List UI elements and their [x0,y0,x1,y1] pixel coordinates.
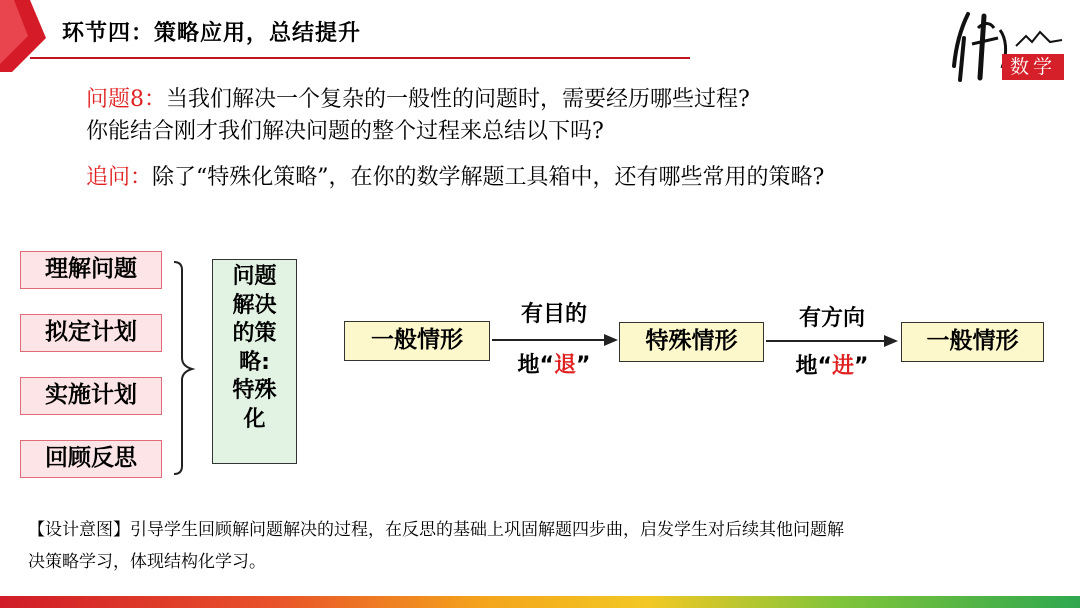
followup-line [86,160,824,191]
arrow1-bottom-red: 退 [553,353,576,378]
step-execute: 实施计划 [20,377,162,415]
flow-general-end: 一般情形 [901,322,1044,362]
footer-color-bar [0,596,1080,608]
step-reflect: 回顾反思 [20,440,162,478]
arrow1-top-label: 有目的 [520,302,587,327]
question-line-2: 你能结合刚才我们解决问题的整个过程来总结以下吗? [86,119,604,144]
question-line-1 [86,82,750,113]
logo-mountain-icon [1014,30,1064,50]
corner-decoration [0,0,60,80]
design-intent-line-1: 【设计意图】引导学生回顾解问题解决的过程，在反思的基础上巩固解题四步曲，启发学生对后续其他问题解 [28,520,844,540]
strategy-line: 解决 [232,292,277,318]
logo-badge: 数学 [1002,54,1064,80]
strategy-line: 略: [239,349,270,375]
arrow1-bottom-pre: 地“ [517,353,554,378]
strategy-line: 问题 [232,264,277,289]
followup-text: 除了“特殊化策略”，在你的数学解题工具箱中，还有哪些常用的策略? [152,165,825,190]
header-divider [30,57,690,59]
arrow1-bottom-label [490,348,618,379]
strategy-line: 的策 [232,321,277,346]
strategy-line: 化 [243,406,266,432]
arrow2-bottom-label [764,349,900,380]
strategy-line: 特殊 [232,378,277,403]
question-text-1: 当我们解决一个复杂的一般性的问题时，需要经历哪些过程? [166,87,750,112]
bracket-icon [170,258,200,480]
followup-label: 追问： [86,165,153,190]
step-plan: 拟定计划 [20,314,162,352]
design-intent-line-2: 决策略学习，体现结构化学习。 [28,552,266,572]
flow-general-start: 一般情形 [344,321,490,361]
arrow-right-icon [766,334,900,348]
arrow2-bottom-pre: 地“ [795,354,832,379]
arrow-right-icon [492,333,620,347]
arrow2-bottom-post: ” [854,354,869,379]
strategy-box [212,259,297,464]
design-intent [28,514,1028,578]
page-title: 环节四：策略应用，总结提升 [62,21,362,46]
step-understand: 理解问题 [20,251,162,289]
arrow2-bottom-red: 进 [831,354,854,379]
question-label: 问题8： [86,87,166,112]
flow-special: 特殊情形 [619,322,764,362]
brand-logo [950,8,1070,88]
arrow2-top-label: 有方向 [798,306,865,331]
arrow1-bottom-post: ” [576,353,591,378]
